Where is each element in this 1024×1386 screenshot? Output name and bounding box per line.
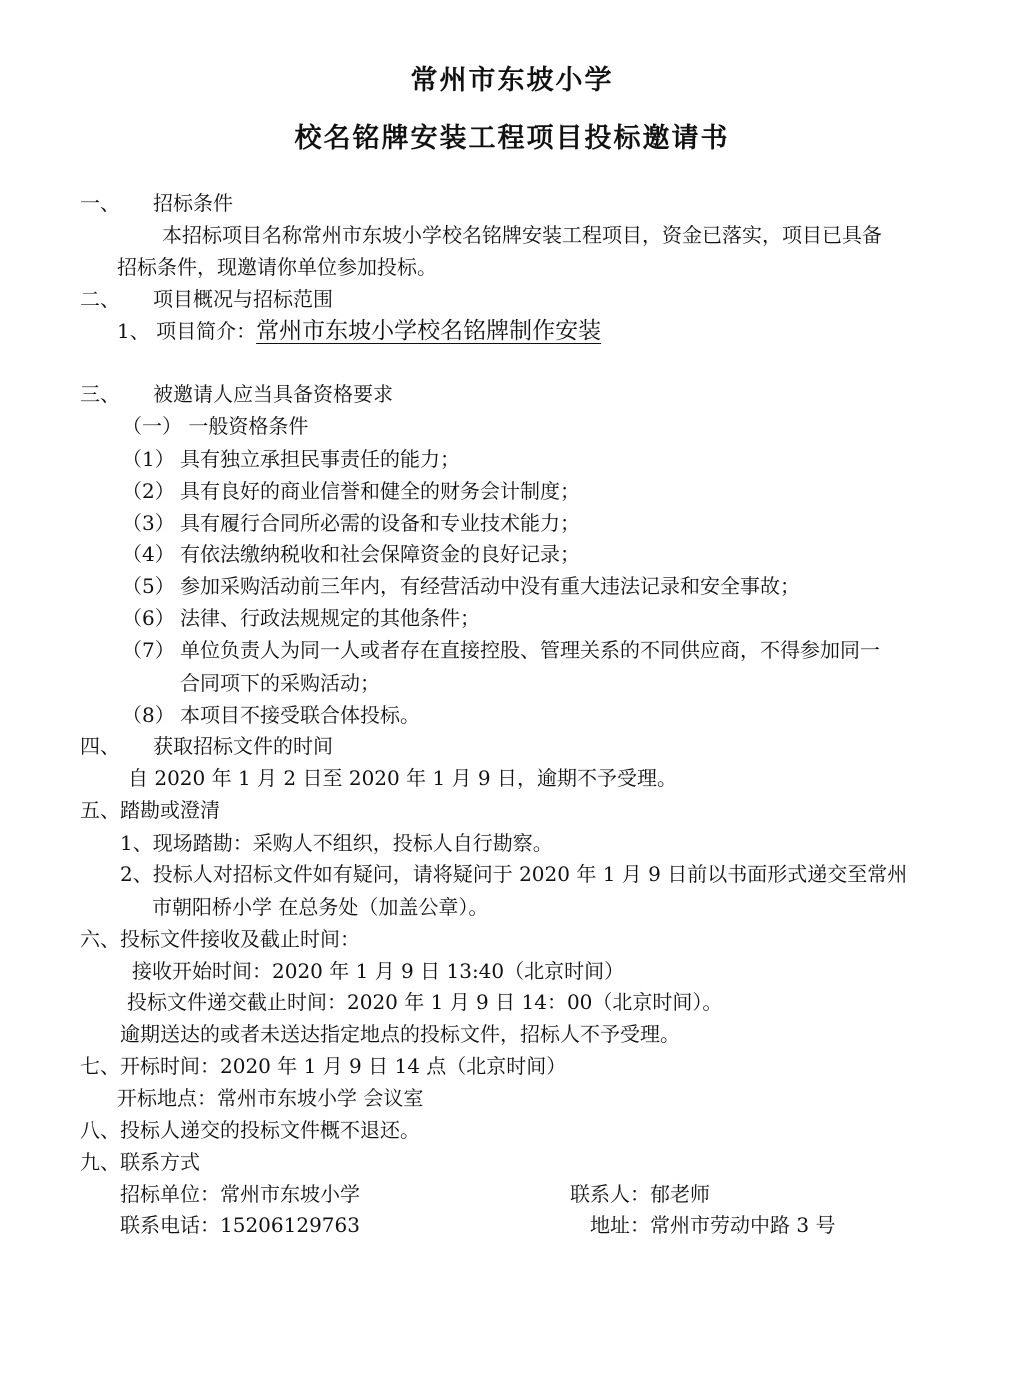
requirement-text: 本项目不接受联合体投标。 [180,703,420,727]
requirement-text: 具有良好的商业信誉和健全的财务会计制度； [180,479,580,503]
page-title: 常州市东坡小学 [410,65,614,96]
section-2-number: 二、 [80,287,120,311]
contact-address: 地址：常州市劳动中路 3 号 [590,1213,836,1237]
section-5-item-1: 1、现场踏勘：采购人不组织，投标人自行勘察。 [120,831,553,855]
requirement-number: （1） [122,447,175,471]
requirement-number: （7） [122,638,175,662]
section-6-note: 逾期送达的或者未送达指定地点的投标文件，招标人不予受理。 [120,1022,680,1046]
section-1-paragraph-line1: 本招标项目名称常州市东坡小学校名铭牌安装工程项目，资金已落实，项目已具备 [162,223,882,247]
requirement-text: 具有独立承担民事责任的能力； [180,447,460,471]
requirement-text: 单位负责人为同一人或者存在直接控股、管理关系的不同供应商，不得参加同一 [180,638,880,662]
section-4-heading: 获取招标文件的时间 [153,734,333,758]
requirement-text: 参加采购活动前三年内，有经营活动中没有重大违法记录和安全事故； [180,574,800,598]
project-intro-label: 1、 项目简介： [117,319,257,343]
requirement-number: （8） [122,703,175,727]
contact-person: 联系人：郁老师 [570,1182,710,1206]
section-4-number: 四、 [80,734,120,758]
requirement-text: 具有履行合同所必需的设备和专业技术能力； [180,511,580,535]
page-subtitle: 校名铭牌安装工程项目投标邀请书 [294,123,730,154]
section-1-heading: 招标条件 [153,191,233,215]
section-8-heading: 八、投标人递交的投标文件概不退还。 [80,1118,420,1142]
section-3-subheading: （一） 一般资格条件 [122,414,309,438]
section-5-heading: 五、踏勘或澄清 [80,798,220,822]
requirement-number: （2） [122,479,175,503]
requirement-number: （3） [122,511,175,535]
section-4-text: 自 2020 年 1 月 2 日至 2020 年 1 月 9 日，逾期不予受理。 [128,766,677,790]
section-6-start-time: 接收开始时间：2020 年 1 月 9 日 13:40（北京时间） [132,959,625,983]
section-1-paragraph-line2: 招标条件，现邀请你单位参加投标。 [117,255,437,279]
requirement-number: （4） [122,542,175,566]
contact-unit: 招标单位：常州市东坡小学 [120,1182,360,1206]
project-intro [117,318,601,344]
section-1-number: 一、 [80,191,120,215]
requirement-number: （5） [122,574,175,598]
contact-phone: 联系电话：15206129763 [120,1213,360,1237]
requirement-text: 有依法缴纳税收和社会保障资金的良好记录； [180,542,580,566]
section-6-deadline: 投标文件递交截止时间：2020 年 1 月 9 日 14：00（北京时间）。 [127,990,723,1014]
section-5-item-2-line2: 市朝阳桥小学 在总务处（加盖公章）。 [152,895,489,919]
section-9-heading: 九、联系方式 [80,1150,200,1174]
section-5-item-2-line1: 2、投标人对招标文件如有疑问，请将疑问于 2020 年 1 月 9 日前以书面形式递交至常州 [120,862,908,886]
section-6-heading: 六、投标文件接收及截止时间： [80,927,360,951]
requirement-text: 法律、行政法规规定的其他条件； [180,606,480,630]
project-intro-value: 常州市东坡小学校名铭牌制作安装 [256,318,602,344]
section-7-heading: 七、开标时间：2020 年 1 月 9 日 14 点（北京时间） [80,1054,567,1078]
section-7-place: 开标地点：常州市东坡小学 会议室 [117,1086,424,1110]
requirement-text-continued: 合同项下的采购活动； [180,671,380,695]
requirement-number: （6） [122,606,175,630]
section-2-heading: 项目概况与招标范围 [153,287,333,311]
section-3-number: 三、 [80,382,120,406]
section-3-heading: 被邀请人应当具备资格要求 [153,382,393,406]
